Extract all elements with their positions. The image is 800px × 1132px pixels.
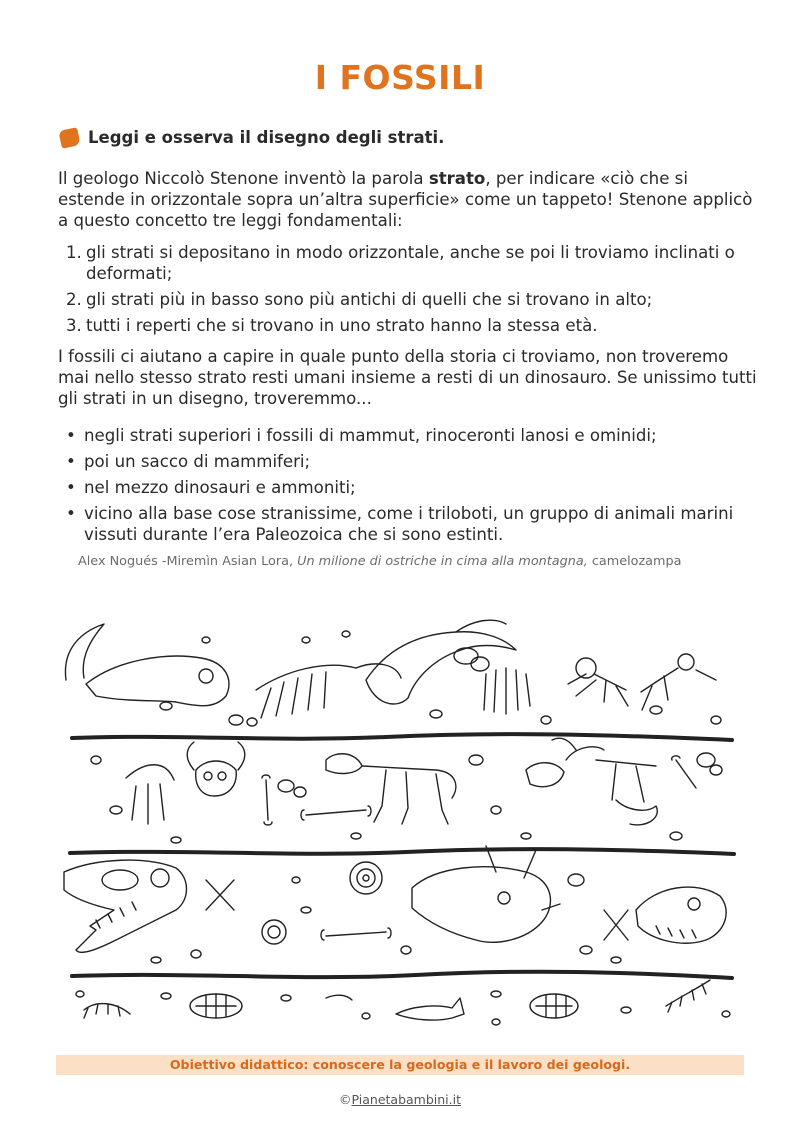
bullet-list [66, 425, 756, 550]
stratum-boundary-line [72, 972, 732, 978]
intro-paragraph [58, 168, 758, 231]
laws-list [66, 242, 756, 341]
list-item [66, 451, 756, 472]
ribs-icon [484, 668, 530, 714]
stratum-boundary-line [70, 849, 734, 854]
list-text: poi un sacco di mammiferi; [84, 452, 311, 471]
learning-objective-banner: Obiettivo didattico: conoscere la geologia e il lavoro dei geologi. [56, 1055, 744, 1075]
mammal-skeleton-icon [126, 742, 245, 824]
copyright-symbol: © [339, 1092, 352, 1107]
rhino-skull-icon [366, 620, 516, 704]
mammoth-skull-icon [65, 624, 229, 706]
list-text: nel mezzo dinosauri e ammoniti; [84, 478, 356, 497]
fossils-paragraph: I fossili ci aiutano a capire in quale punto della storia ci troviamo, non troveremo mai nello stesso strato resti umani insieme a resti di un dinosauro. Se unissimo tutti gli strati in un disegno, troveremmo... [58, 347, 757, 408]
pebbles-icon [160, 631, 721, 726]
dinosaur-skull-icon [636, 887, 726, 943]
citation-book: Un milione di ostriche in cima alla montagna, [297, 554, 588, 569]
citation-authors: Alex Nogués -Miremìn Asian Lora, [78, 554, 298, 569]
bullet-icon: • [66, 478, 76, 497]
list-text: gli strati si depositano in modo orizzontale, anche se poi li troviamo inclinati o deformati; [86, 243, 735, 283]
anomalocaris-icon [396, 998, 464, 1020]
list-text: tutti i reperti che si trovano in uno strato hanno la stessa età. [86, 316, 598, 335]
instruction-marker-icon [58, 127, 80, 149]
list-item [66, 289, 756, 310]
bullet-icon: • [66, 426, 76, 445]
intro-after: , per indicare «ciò che si estende in orizzontale sopra un’altra superficie» come un tappeto! Stenone applicò a questo concetto tre leggi fondamentali: [58, 169, 753, 230]
fossil-strata-illustration [56, 610, 746, 1035]
triceratops-skull-icon [412, 846, 560, 942]
list-number: 2. [66, 290, 82, 309]
footer-credit [0, 1092, 800, 1107]
pebbles-icon [76, 991, 730, 1025]
instruction [60, 128, 444, 147]
list-item [66, 477, 756, 498]
list-text: gli strati più in basso sono più antichi di quelli che si trovano in alto; [86, 290, 653, 309]
t-rex-skull-icon [64, 860, 187, 952]
list-item [66, 315, 756, 336]
bullet-icon: • [66, 452, 76, 471]
citation [78, 554, 681, 569]
bone-icon [206, 880, 628, 940]
hominid-skeleton-icon [568, 654, 716, 710]
intro-bold-term: strato [428, 169, 486, 188]
list-number: 3. [66, 316, 82, 335]
list-item [66, 503, 756, 545]
trilobite-icon [190, 994, 578, 1018]
list-item [66, 425, 756, 446]
list-number: 1. [66, 243, 82, 262]
intro-before: Il geologo Niccolò Stenone inventò la parola [58, 169, 429, 188]
page-title: I FOSSILI [314, 58, 486, 97]
stratum-boundary-line [72, 734, 732, 740]
site-link[interactable]: Pianetabambini.it [351, 1092, 461, 1107]
list-text: negli strati superiori i fossili di mammut, rinoceronti lanosi e ominidi; [84, 426, 657, 445]
bone-icon [262, 756, 696, 825]
list-text: vicino alla base cose stranissime, come i triloboti, un gruppo di animali marini vissuti durante l’era Paleozoica che si sono estinti. [84, 504, 734, 544]
list-item [66, 242, 756, 284]
citation-publisher: camelozampa [587, 554, 682, 569]
pebbles-icon [91, 753, 722, 843]
rhino-skeleton-icon [256, 664, 401, 718]
pebbles-icon [151, 874, 621, 963]
sea-centipede-icon [84, 980, 710, 1018]
instruction-text: Leggi e osserva il disegno degli strati. [88, 128, 445, 147]
bullet-icon: • [66, 504, 76, 523]
